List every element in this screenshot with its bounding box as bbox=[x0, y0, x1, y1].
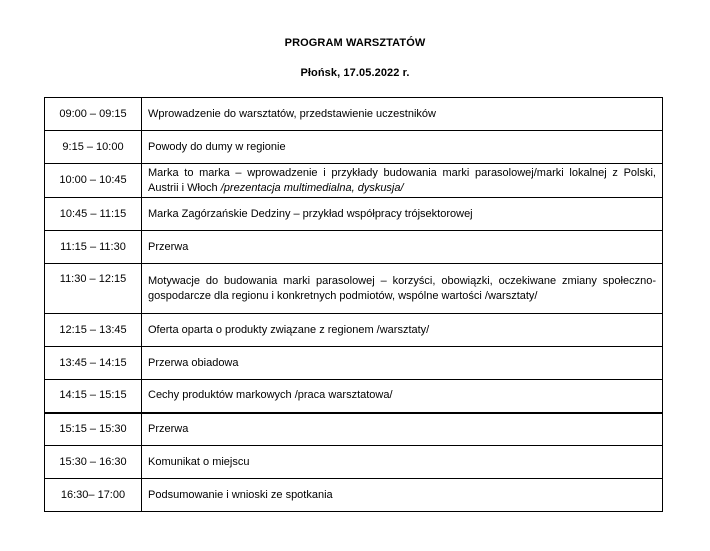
time-cell: 10:00 – 10:45 bbox=[45, 164, 142, 198]
time-cell: 15:15 – 15:30 bbox=[45, 413, 142, 446]
table-row bbox=[45, 131, 663, 164]
time-cell: 10:45 – 11:15 bbox=[45, 198, 142, 231]
time-cell: 14:15 – 15:15 bbox=[45, 380, 142, 413]
time-cell: 12:15 – 13:45 bbox=[45, 314, 142, 347]
page-title: PROGRAM WARSZTATÓW bbox=[284, 37, 426, 49]
description-cell: Wprowadzenie do warsztatów, przedstawienie uczestników bbox=[142, 98, 663, 131]
time-cell: 9:15 – 10:00 bbox=[45, 131, 142, 164]
table-row bbox=[45, 413, 663, 446]
time-cell: 13:45 – 14:15 bbox=[45, 347, 142, 380]
table-row bbox=[45, 314, 663, 347]
description-cell: Powody do dumy w regionie bbox=[142, 131, 663, 164]
table-row bbox=[45, 231, 663, 264]
description-cell: Motywacje do budowania marki parasolowej – korzyści, obowiązki, oczekiwane zmiany społeczno-gospodarcze dla regionu i konkretnych podmiotów, wspólne wartości /warsztaty/ bbox=[142, 264, 663, 314]
table-row bbox=[45, 164, 663, 198]
description-cell: Oferta oparta o produkty związane z regionem /warsztaty/ bbox=[142, 314, 663, 347]
description-cell: Przerwa bbox=[142, 413, 663, 446]
table-row bbox=[45, 446, 663, 479]
description-cell: Marka Zagórzańskie Dedziny – przykład współpracy trójsektorowej bbox=[142, 198, 663, 231]
description-cell: Cechy produktów markowych /praca warsztatowa/ bbox=[142, 380, 663, 413]
time-cell: 11:15 – 11:30 bbox=[45, 231, 142, 264]
table-row bbox=[45, 98, 663, 131]
schedule-table bbox=[44, 97, 663, 512]
time-cell: 15:30 – 16:30 bbox=[45, 446, 142, 479]
table-row bbox=[45, 198, 663, 231]
description-cell: Podsumowanie i wnioski ze spotkania bbox=[142, 479, 663, 512]
time-cell: 11:30 – 12:15 bbox=[45, 264, 142, 314]
description-text: Marka to marka – wprowadzenie i przykłady budowania marki parasolowej/marki lokalnej z Polski, Austrii i Włoch bbox=[148, 166, 656, 194]
description-cell: Przerwa obiadowa bbox=[142, 347, 663, 380]
table-row bbox=[45, 479, 663, 512]
page-subtitle: Płońsk, 17.05.2022 r. bbox=[300, 67, 410, 79]
description-italic-note: /prezentacja multimedialna, dyskusja/ bbox=[217, 181, 404, 194]
time-cell: 16:30– 17:00 bbox=[45, 479, 142, 512]
description-cell bbox=[142, 164, 663, 198]
table-row bbox=[45, 264, 663, 314]
description-cell: Komunikat o miejscu bbox=[142, 446, 663, 479]
time-cell: 09:00 – 09:15 bbox=[45, 98, 142, 131]
table-row bbox=[45, 347, 663, 380]
table-row bbox=[45, 380, 663, 413]
description-cell: Przerwa bbox=[142, 231, 663, 264]
